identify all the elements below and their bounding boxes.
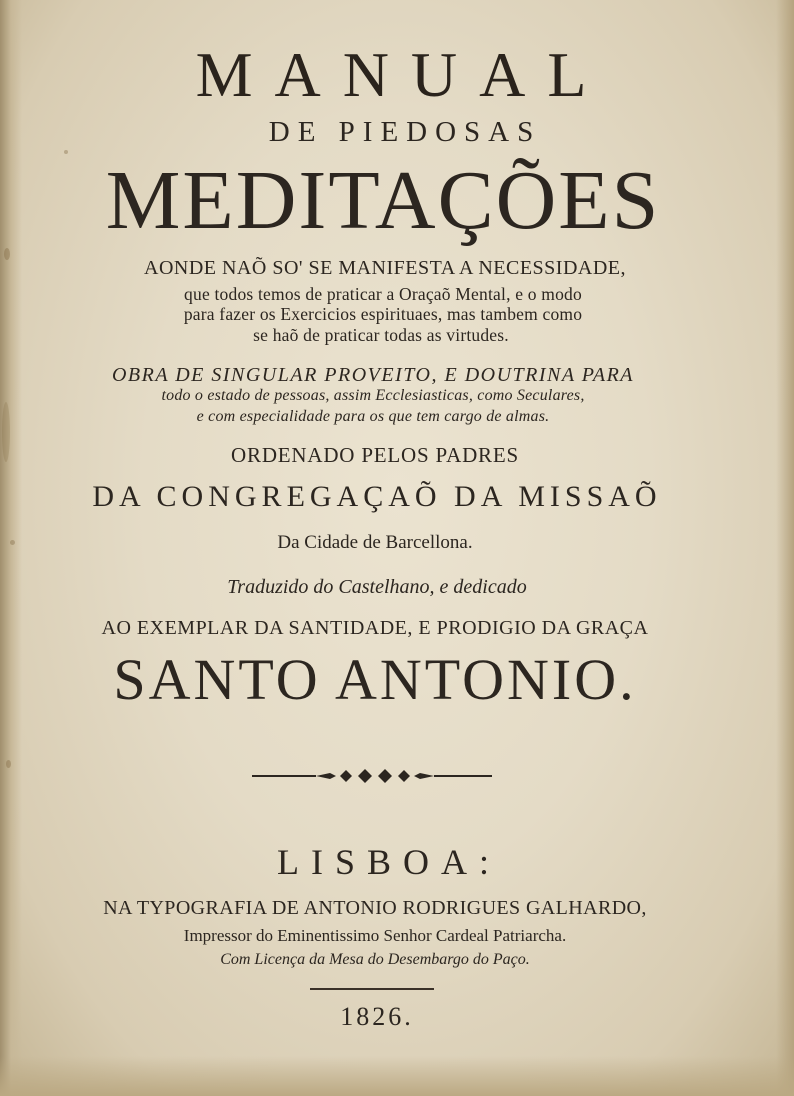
description-line-1: OBRA DE SINGULAR PROVEITO, E DOUTRINA PARA: [111, 364, 635, 386]
author-line-2: DA CONGREGAÇAÕ DA MISSAÕ: [92, 480, 662, 513]
title-manual: MANUAL: [195, 39, 609, 110]
subtitle-line-2: que todos temos de praticar a Oraçaõ Mental, e o modo: [184, 284, 582, 304]
imprint-printer-role: Impressor do Eminentissimo Senhor Cardeal Patriarcha.: [183, 926, 567, 945]
subtitle-line-1: AONDE NAÕ SO' SE MANIFESTA A NECESSIDADE,: [144, 257, 626, 279]
author-line-3: Da Cidade de Barcellona.: [277, 532, 473, 553]
imprint-printer: NA TYPOGRAFIA DE ANTONIO RODRIGUES GALHARDO,: [103, 897, 647, 919]
translation-line: Traduzido do Castelhano, e dedicado: [227, 576, 527, 598]
foxing-spot: [6, 760, 11, 768]
title-de-piedosas: DE PIEDOSAS: [268, 116, 542, 148]
title-meditacoes: MEDITAÇÕES: [105, 154, 661, 247]
description-line-2: todo o estado de pessoas, assim Ecclesiasticas, como Seculares,: [161, 387, 585, 404]
description-line-3: e com especialidade para os que tem cargo de almas.: [196, 408, 550, 425]
dedication-line: AO EXEMPLAR DA SANTIDADE, E PRODIGIO DA GRAÇA: [101, 617, 649, 639]
imprint-city: LISBOA:: [276, 842, 501, 882]
dedicatee-santo-antonio: SANTO ANTONIO.: [113, 647, 637, 712]
author-line-1: ORDENADO PELOS PADRES: [231, 443, 519, 467]
imprint-rule: [310, 988, 434, 990]
imprint-year: 1826.: [340, 1002, 414, 1031]
printer-ornament-icon: [252, 764, 492, 788]
imprint-license: Com Licença da Mesa do Desembargo do Paço.: [220, 951, 530, 968]
page-edge-shadow-bottom: [0, 1056, 794, 1096]
subtitle-line-3: para fazer os Exercicios espirituaes, mas tambem como: [183, 304, 583, 324]
subtitle-line-4: se haõ de praticar todas as virtudes.: [253, 325, 509, 345]
